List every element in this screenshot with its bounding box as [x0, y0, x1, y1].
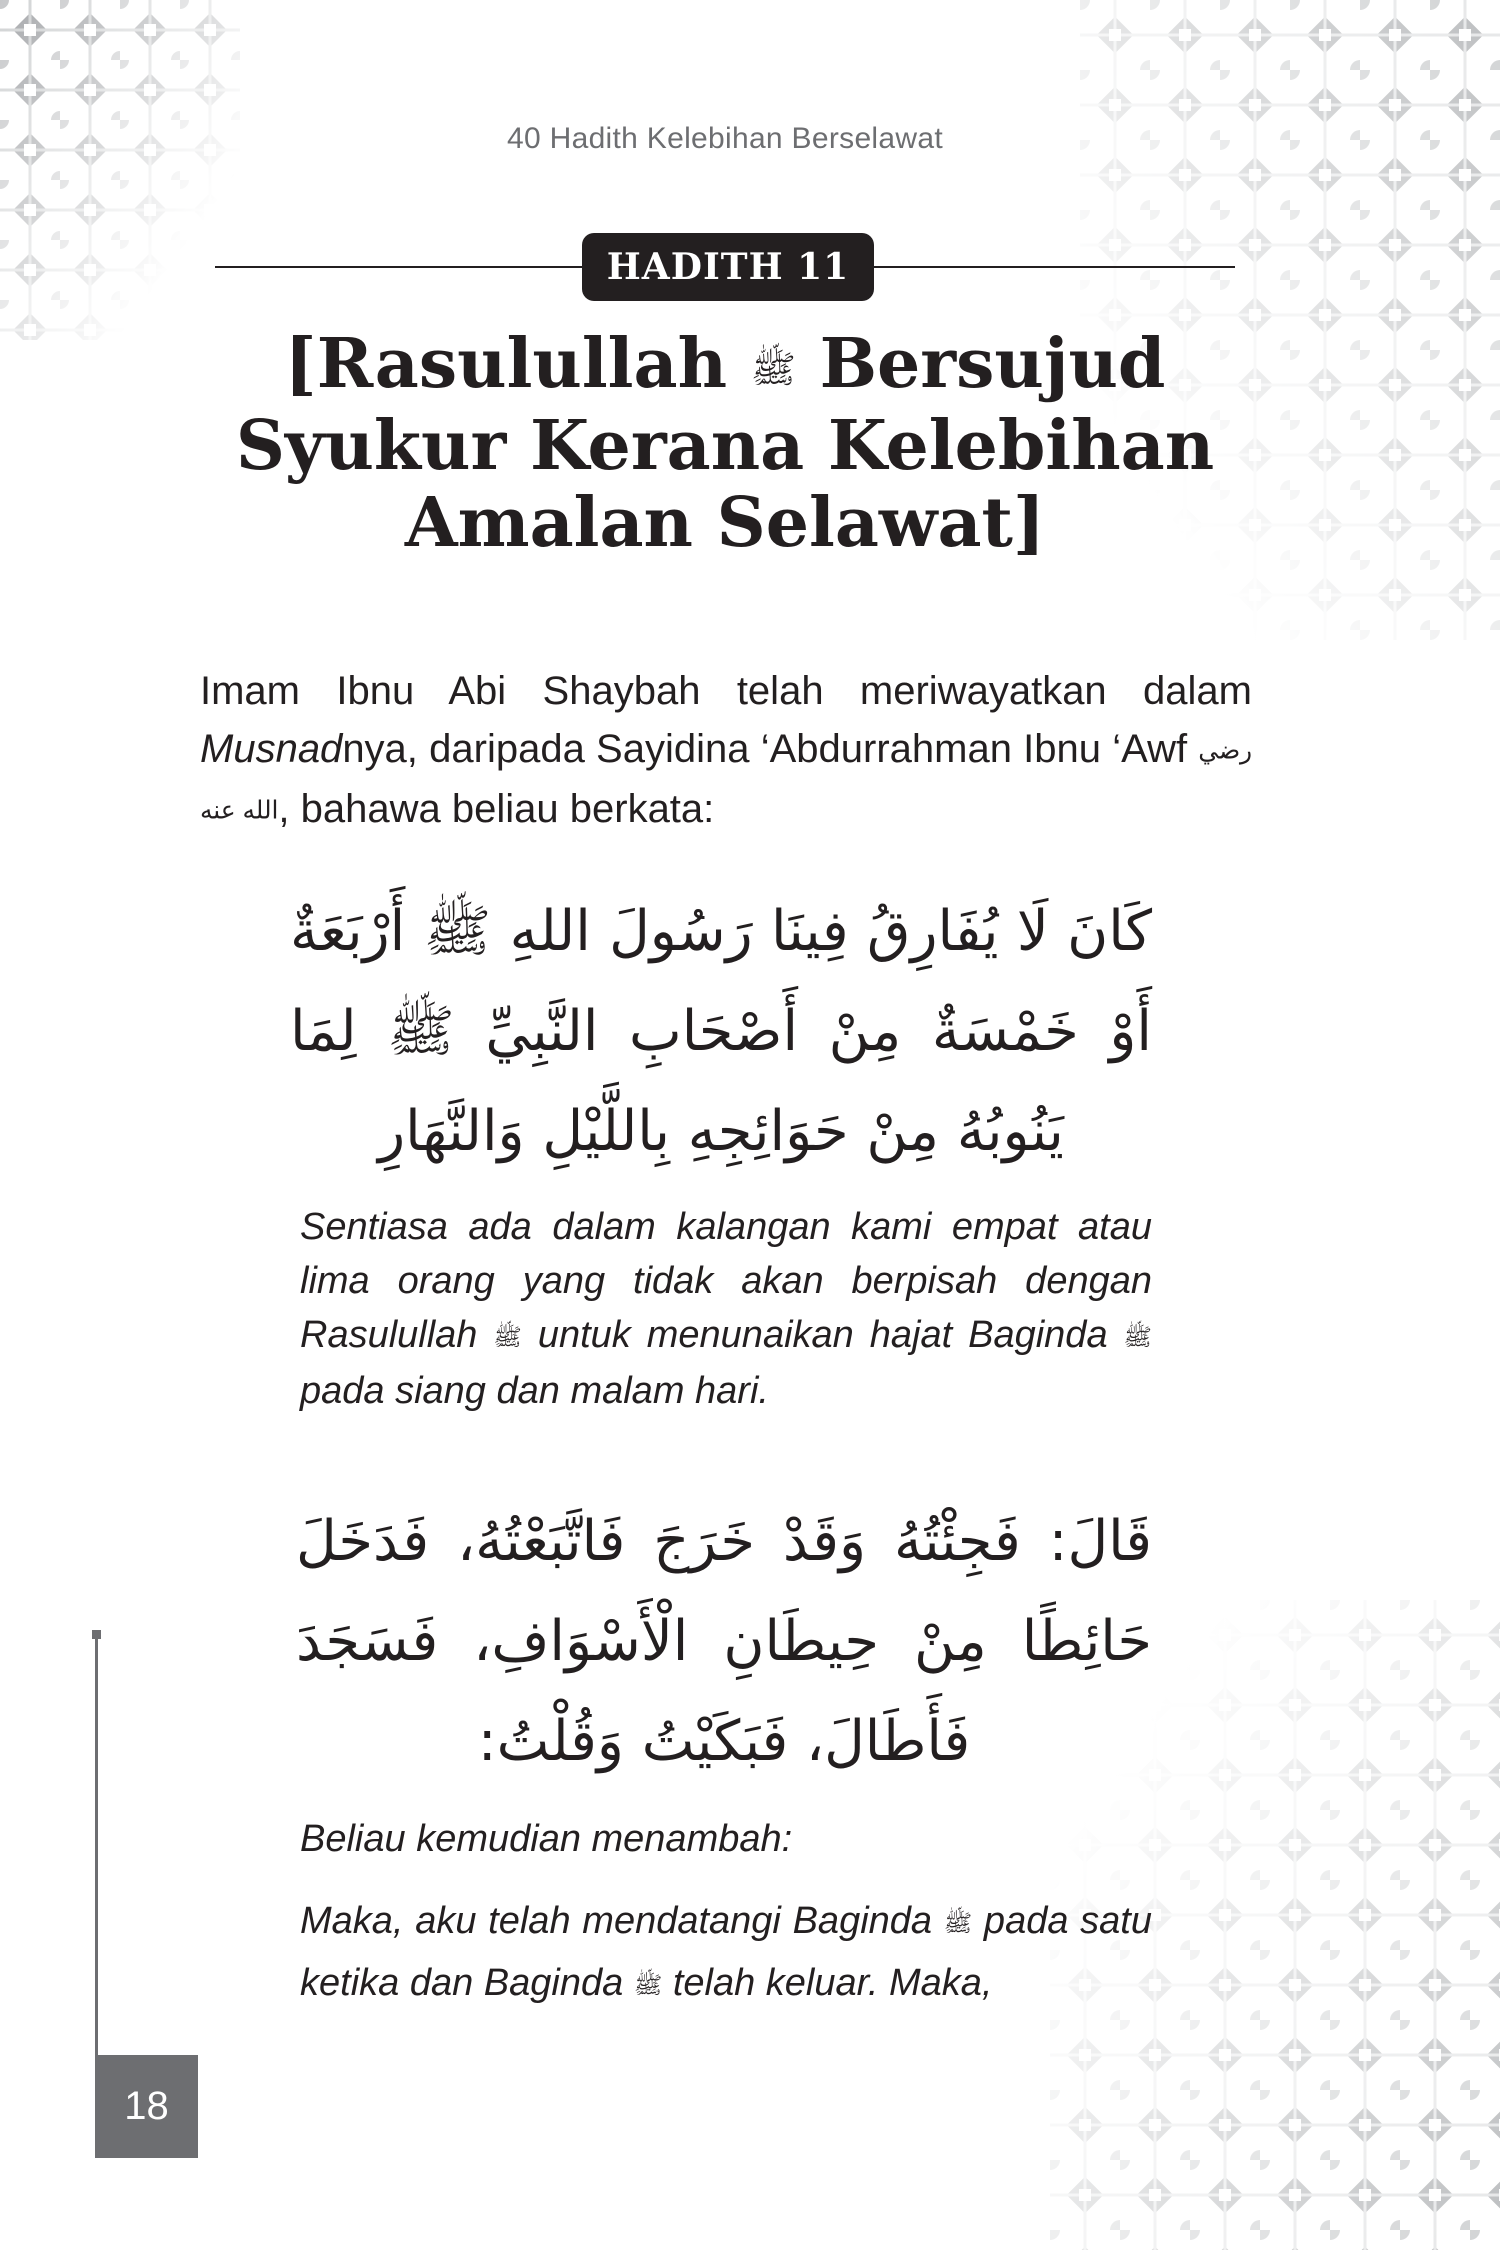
- intro-paragraph: [200, 662, 1252, 841]
- divider-right: [870, 266, 1235, 268]
- intro-italic: Musnad: [200, 727, 343, 771]
- intro-text: nya, daripada Sayidina ‘Abdurrahman Ibnu ‘Awf: [342, 727, 1199, 771]
- running-head: 40 Hadith Kelebihan Berselawat: [507, 122, 943, 155]
- page-number: 18: [95, 2055, 198, 2158]
- divider-left: [215, 266, 585, 268]
- hadith-badge: HADITH 11: [582, 233, 874, 301]
- translation-2: Beliau kemudian menambah:: [300, 1818, 793, 1860]
- chapter-title: [160, 326, 1290, 562]
- title-text: Bersujud: [819, 324, 1166, 404]
- side-rule: [95, 1633, 98, 2063]
- salawat-glyph: ﷺ: [633, 1971, 663, 1998]
- salawat-glyph: ﷺ: [750, 347, 796, 391]
- translation-text: telah keluar. Maka,: [662, 1961, 993, 2004]
- translation-text: pada satu ketika dan Baginda: [300, 1900, 1153, 2004]
- title-text: [Rasulullah: [284, 324, 728, 404]
- decorative-pattern-top-left: [0, 0, 240, 340]
- translation-text: pada siang dan malam hari.: [300, 1369, 769, 1412]
- intro-text: Imam Ibnu Abi Shaybah telah meriwayatkan dalam: [200, 669, 1252, 713]
- translation-3: [300, 1891, 1152, 2015]
- translation-1: [300, 1200, 1152, 1418]
- title-line-3: Amalan Selawat]: [404, 483, 1046, 563]
- arabic-hadith-text-2: قَالَ: فَجِئْتُهُ وَقَدْ خَرَجَ فَاتَّبَعْتُهُ، فَدَخَلَ حَائِطًا مِنْ حِيطَانِ الْأَسْوَافِ، فَسَجَدَ فَأَطَالَ، فَبَكَيْتُ وَقُلْتُ:: [296, 1509, 1152, 1774]
- hadith-badge-row: [215, 233, 1235, 301]
- arabic-hadith-text-1: كَانَ لَا يُفَارِقُ فِينَا رَسُولَ اللهِ ﷺ أَرْبَعَةٌ أَوْ خَمْسَةٌ مِنْ أَصْحَابِ النَّبِيِّ ﷺ لِمَا يَنُوبُهُ مِنْ حَوَائِجِهِ بِاللَّيْلِ وَالنَّهَارِ: [290, 899, 1152, 1164]
- radiyallahu-glyph: رضي الله عنه: [200, 737, 1252, 825]
- title-line-2: Syukur Kerana Kelebihan: [235, 406, 1215, 486]
- translation-text: untuk menunaikan hajat Baginda: [521, 1314, 1124, 1356]
- salawat-glyph: ﷺ: [493, 1323, 522, 1350]
- salawat-glyph: ﷺ: [943, 1909, 973, 1936]
- intro-text: , bahawa beliau berkata:: [278, 787, 715, 832]
- salawat-glyph: ﷺ: [1123, 1323, 1152, 1350]
- translation-text: Maka, aku telah mendatangi Baginda: [300, 1900, 944, 1942]
- translation-text: Sentiasa ada dalam kalangan kami empat atau lima orang yang tidak akan berpisah dengan Rasulullah: [300, 1206, 1152, 1356]
- title-line-1: [160, 326, 1290, 408]
